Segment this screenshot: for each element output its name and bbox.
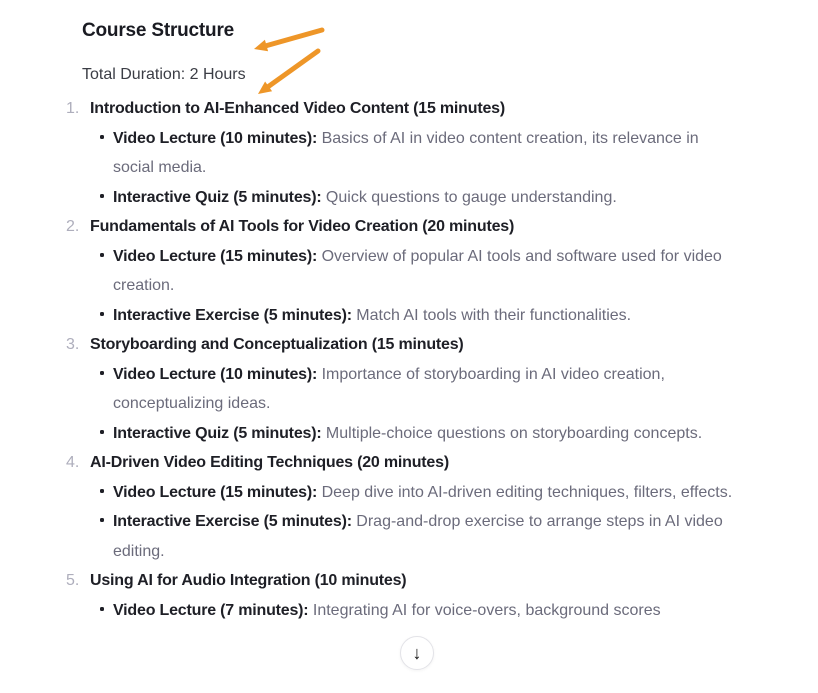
module-1-activity-2 xyxy=(0,183,818,213)
activity-description: Overview of popular AI tools and software used for video creation. xyxy=(113,247,722,294)
course-module-3 xyxy=(0,330,818,360)
module-2-activity-2 xyxy=(0,301,818,331)
course-module-5 xyxy=(0,566,818,596)
activity-description: Drag-and-drop exercise to arrange steps in AI video editing. xyxy=(113,513,723,560)
activity-label: Interactive Exercise (5 minutes): xyxy=(113,513,352,530)
module-5-activity-1 xyxy=(0,596,818,626)
activity-text xyxy=(113,507,741,566)
module-number: 1. xyxy=(66,100,80,117)
course-structure-list xyxy=(0,94,818,625)
module-title: AI-Driven Video Editing Techniques (20 minutes) xyxy=(90,454,449,471)
activity-label: Interactive Quiz (5 minutes): xyxy=(113,424,322,442)
activity-text xyxy=(113,242,741,301)
module-number: 3. xyxy=(66,336,80,353)
scroll-to-bottom-button[interactable] xyxy=(400,636,434,670)
activity-label: Video Lecture (10 minutes): xyxy=(113,365,318,383)
activity-label: Interactive Exercise (5 minutes): xyxy=(113,306,352,324)
scroll-down-arrow-icon: ↓ xyxy=(412,642,422,663)
module-title: Using AI for Audio Integration (10 minutes) xyxy=(90,572,407,589)
module-title: Introduction to AI-Enhanced Video Content (15 minutes) xyxy=(90,100,505,117)
course-module-1 xyxy=(0,94,818,124)
bullet-icon xyxy=(100,607,104,611)
activity-description: Integrating AI for voice-overs, background scores xyxy=(312,601,661,619)
course-module-4 xyxy=(0,448,818,478)
total-duration-text: Total Duration: 2 Hours xyxy=(82,66,246,83)
module-title: Fundamentals of AI Tools for Video Creation (20 minutes) xyxy=(90,218,515,235)
module-3-activity-2 xyxy=(0,419,818,449)
module-1-activity-1 xyxy=(0,124,818,183)
activity-text xyxy=(113,301,741,331)
activity-description: Deep dive into AI-driven editing techniques, filters, effects. xyxy=(321,483,733,501)
activity-text xyxy=(113,596,741,626)
module-3-activity-1 xyxy=(0,360,818,419)
bullet-icon xyxy=(100,518,104,522)
activity-text xyxy=(113,124,741,183)
activity-label: Interactive Quiz (5 minutes): xyxy=(113,188,322,206)
activity-description: Basics of AI in video content creation, its relevance in social media. xyxy=(113,129,699,176)
bullet-icon xyxy=(100,135,104,139)
activity-label: Video Lecture (10 minutes): xyxy=(113,129,318,147)
module-2-activity-1 xyxy=(0,242,818,301)
module-number: 2. xyxy=(66,218,80,235)
bullet-icon xyxy=(100,371,104,375)
activity-description: Quick questions to gauge understanding. xyxy=(325,188,617,206)
module-4-activity-2 xyxy=(0,507,818,566)
activity-text xyxy=(113,183,741,213)
module-title: Storyboarding and Conceptualization (15 minutes) xyxy=(90,336,464,353)
activity-description: Match AI tools with their functionalities. xyxy=(356,306,632,324)
activity-text xyxy=(113,360,741,419)
bullet-icon xyxy=(100,489,104,493)
activity-text xyxy=(113,478,741,508)
bullet-icon xyxy=(100,430,104,434)
module-4-activity-1 xyxy=(0,478,818,508)
activity-text xyxy=(113,419,741,449)
activity-label: Video Lecture (7 minutes): xyxy=(113,601,309,619)
activity-label: Video Lecture (15 minutes): xyxy=(113,247,318,265)
bullet-icon xyxy=(100,194,104,198)
page-title: Course Structure xyxy=(82,20,235,41)
course-module-2 xyxy=(0,212,818,242)
bullet-icon xyxy=(100,312,104,316)
activity-description: Importance of storyboarding in AI video creation, conceptualizing ideas. xyxy=(113,365,665,412)
module-number: 5. xyxy=(66,572,80,589)
activity-label: Video Lecture (15 minutes): xyxy=(113,483,318,501)
module-number: 4. xyxy=(66,454,80,471)
activity-description: Multiple-choice questions on storyboarding concepts. xyxy=(325,424,703,442)
bullet-icon xyxy=(100,253,104,257)
